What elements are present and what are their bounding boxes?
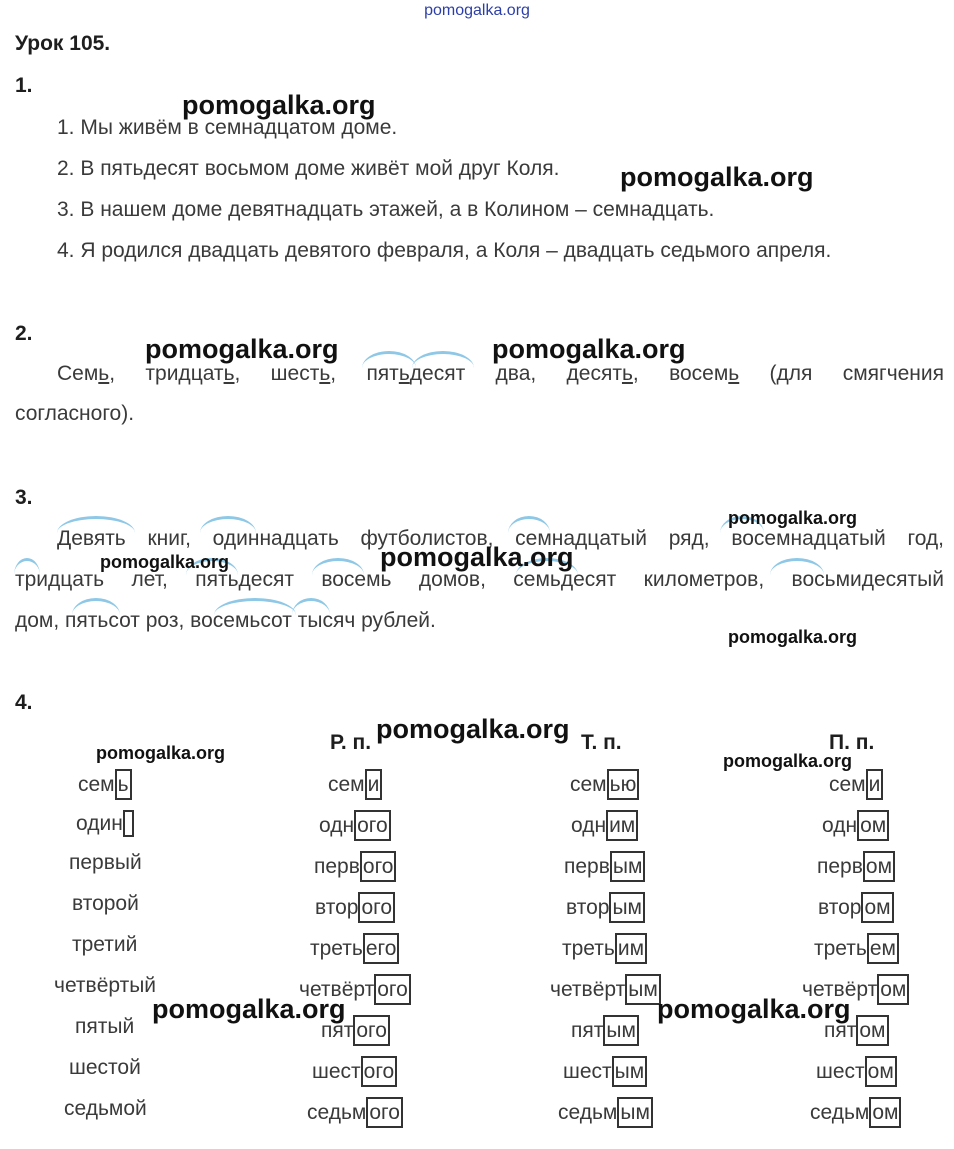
task-3-line-2: тридцать лет, пятьдесят восемь домов, семьдесят километров, восьмидесятый [15, 568, 944, 591]
word-stem: третий [72, 933, 138, 956]
word-instrumental [571, 1015, 639, 1046]
ending-box: ом [863, 851, 895, 882]
ending-box: ым [603, 1015, 639, 1046]
word-nominative [75, 1015, 134, 1039]
word-stem: одн [319, 813, 355, 837]
root-arc [57, 516, 135, 533]
task-4-number: 4. [15, 691, 33, 714]
word-stem: первый [69, 851, 142, 874]
watermark-text: pomogalka.org [100, 552, 230, 572]
word-stem: втор [818, 895, 862, 919]
word-instrumental [562, 933, 647, 964]
task-3-line-3: дом, пятьсот роз, восемьсот тысяч рублей. [15, 609, 436, 632]
word-prepositional [822, 810, 889, 841]
word-prepositional [818, 892, 894, 923]
ending-box [123, 810, 134, 837]
word-stem: втор [315, 895, 359, 919]
root-arc [200, 516, 256, 533]
root-arc [508, 516, 550, 533]
word-instrumental [558, 1097, 653, 1128]
root-arc [72, 598, 120, 615]
root-arc [214, 598, 296, 615]
word-stem: пятый [75, 1015, 135, 1038]
ending-box: ом [865, 1056, 897, 1087]
task-1-item-3: 3. В нашем доме девятнадцать этажей, а в Колином – семнадцать. [57, 198, 715, 221]
task-1-item-2: 2. В пятьдесят восьмом доме живёт мой друг Коля. [57, 157, 560, 180]
word-instrumental [570, 769, 639, 800]
ending-box: ом [856, 1015, 888, 1046]
word-stem: шест [816, 1059, 865, 1083]
word-stem: сем [570, 772, 607, 796]
ending-box: ь [115, 769, 132, 800]
ending-box: ом [857, 810, 889, 841]
ending-box: ем [867, 933, 899, 964]
word-desyat: десять, [566, 362, 639, 385]
ending-box: ью [607, 769, 640, 800]
word-stem: втор [566, 895, 610, 919]
word-stem: седьм [307, 1100, 367, 1124]
task-2-number: 2. [15, 322, 33, 345]
watermark-text: pomogalka.org [728, 508, 858, 528]
task-1-item-1: 1. Мы живём в семнадцатом доме. [57, 116, 398, 139]
word-stem: треть [310, 936, 363, 960]
ending-box: ом [869, 1097, 901, 1128]
ending-box: ым [612, 1056, 648, 1087]
task-2-tail: (для смягчения [769, 362, 945, 385]
watermark-text: pomogalka.org [182, 90, 376, 120]
word-genitive [307, 1097, 403, 1128]
watermark-text: pomogalka.org [376, 714, 570, 744]
ending-box: ого [353, 1015, 390, 1046]
word-prepositional [817, 851, 895, 882]
word-nominative [54, 974, 156, 998]
word-stem: перв [314, 854, 360, 878]
word-instrumental [550, 974, 661, 1005]
word-nominative [72, 892, 139, 916]
ending-box: ом [861, 892, 893, 923]
word-stem: седьм [558, 1100, 618, 1124]
ending-box: и [365, 769, 383, 800]
word-genitive [319, 810, 391, 841]
watermark-text: pomogalka.org [492, 334, 686, 364]
word-nominative [76, 810, 134, 837]
ending-box: ого [354, 810, 391, 841]
word-nominative [69, 1056, 141, 1080]
task-1-number: 1. [15, 74, 33, 97]
ending-box: ым [617, 1097, 653, 1128]
word-stem: шестой [69, 1056, 141, 1079]
root-arc [292, 598, 330, 615]
ending-box: его [363, 933, 400, 964]
word-prepositional [814, 933, 899, 964]
word-stem: седьм [810, 1100, 870, 1124]
ending-box: и [866, 769, 884, 800]
word-prepositional [829, 769, 883, 800]
word-dva: два, [495, 362, 537, 385]
ending-box: им [606, 810, 638, 841]
word-stem: четвёртый [54, 974, 157, 997]
word-nominative [72, 933, 137, 957]
ending-box: ым [610, 851, 646, 882]
watermark-text: pomogalka.org [728, 627, 858, 647]
root-arc [362, 351, 416, 368]
watermark-text: pomogalka.org [96, 743, 226, 763]
watermark-text: pomogalka.org [152, 994, 346, 1024]
ending-box: им [615, 933, 647, 964]
watermark-text: pomogalka.org [145, 334, 339, 364]
watermark-text: pomogalka.org [657, 994, 851, 1024]
ending-box: ого [366, 1097, 403, 1128]
word-prepositional [810, 1097, 901, 1128]
task-3-number: 3. [15, 486, 33, 509]
ending-box: ого [358, 892, 395, 923]
watermark-text: pomogalka.org [380, 542, 574, 572]
word-vosem: восемь [669, 362, 740, 385]
ending-box: ым [609, 892, 645, 923]
watermark-text: pomogalka.org [723, 751, 853, 771]
word-nominative [78, 769, 132, 800]
word-nominative [69, 851, 142, 875]
word-shest: шесть, [270, 362, 337, 385]
watermark-text: pomogalka.org [620, 162, 814, 192]
word-stem: одн [822, 813, 858, 837]
word-prepositional [816, 1056, 897, 1087]
word-nominative [64, 1097, 147, 1121]
lesson-title: Урок 105. [15, 32, 111, 55]
header-genitive: Р. п. [330, 731, 372, 754]
ending-box: ым [625, 974, 661, 1005]
word-stem: пят [571, 1018, 604, 1042]
header-instrumental: Т. п. [581, 731, 622, 754]
word-stem: четвёрт [550, 977, 626, 1001]
word-genitive [315, 892, 395, 923]
word-instrumental [566, 892, 645, 923]
word-stem: четвёрт [299, 977, 375, 1001]
word-genitive [328, 769, 382, 800]
header-prepositional: П. п. [829, 731, 875, 754]
ending-box: ого [360, 851, 397, 882]
ending-box: ого [361, 1056, 398, 1087]
root-arc [312, 558, 364, 575]
word-stem: шест [563, 1059, 612, 1083]
word-sem: Семь, [57, 362, 116, 385]
word-instrumental [564, 851, 645, 882]
word-stem: перв [817, 854, 863, 878]
word-stem: пят [321, 1018, 354, 1042]
task-3-line-1: Девять книг, одиннадцать футболистов, семнадцатый ряд, восемнадцатый год, [57, 527, 944, 550]
root-arc [412, 351, 474, 368]
word-stem: пят [824, 1018, 857, 1042]
ending-box: ого [374, 974, 411, 1005]
task-1-item-4: 4. Я родился двадцать девятого февраля, а Коля – двадцать седьмого апреля. [57, 239, 832, 262]
word-stem: один [76, 811, 123, 835]
word-instrumental [571, 810, 638, 841]
word-pyatdesyat: пятьдесят [366, 362, 466, 385]
word-genitive [312, 1056, 397, 1087]
word-stem: сем [328, 772, 365, 796]
word-instrumental [563, 1056, 647, 1087]
root-arc [770, 558, 824, 575]
word-stem: четвёрт [802, 977, 878, 1001]
word-stem: треть [814, 936, 867, 960]
word-stem: одн [571, 813, 607, 837]
word-stem: сем [829, 772, 866, 796]
word-tridcat: тридцать, [145, 362, 241, 385]
ending-box: ом [877, 974, 909, 1005]
word-stem: шест [312, 1059, 361, 1083]
word-stem: треть [562, 936, 615, 960]
root-arc [14, 558, 40, 575]
word-genitive [310, 933, 399, 964]
word-genitive [314, 851, 396, 882]
site-watermark-top: pomogalka.org [424, 2, 530, 19]
word-stem: сем [78, 772, 115, 796]
task-2-line-2: согласного). [15, 402, 135, 425]
word-stem: перв [564, 854, 610, 878]
task-2-line-1 [15, 362, 944, 386]
word-stem: седьмой [64, 1097, 147, 1120]
word-stem: второй [72, 892, 139, 915]
